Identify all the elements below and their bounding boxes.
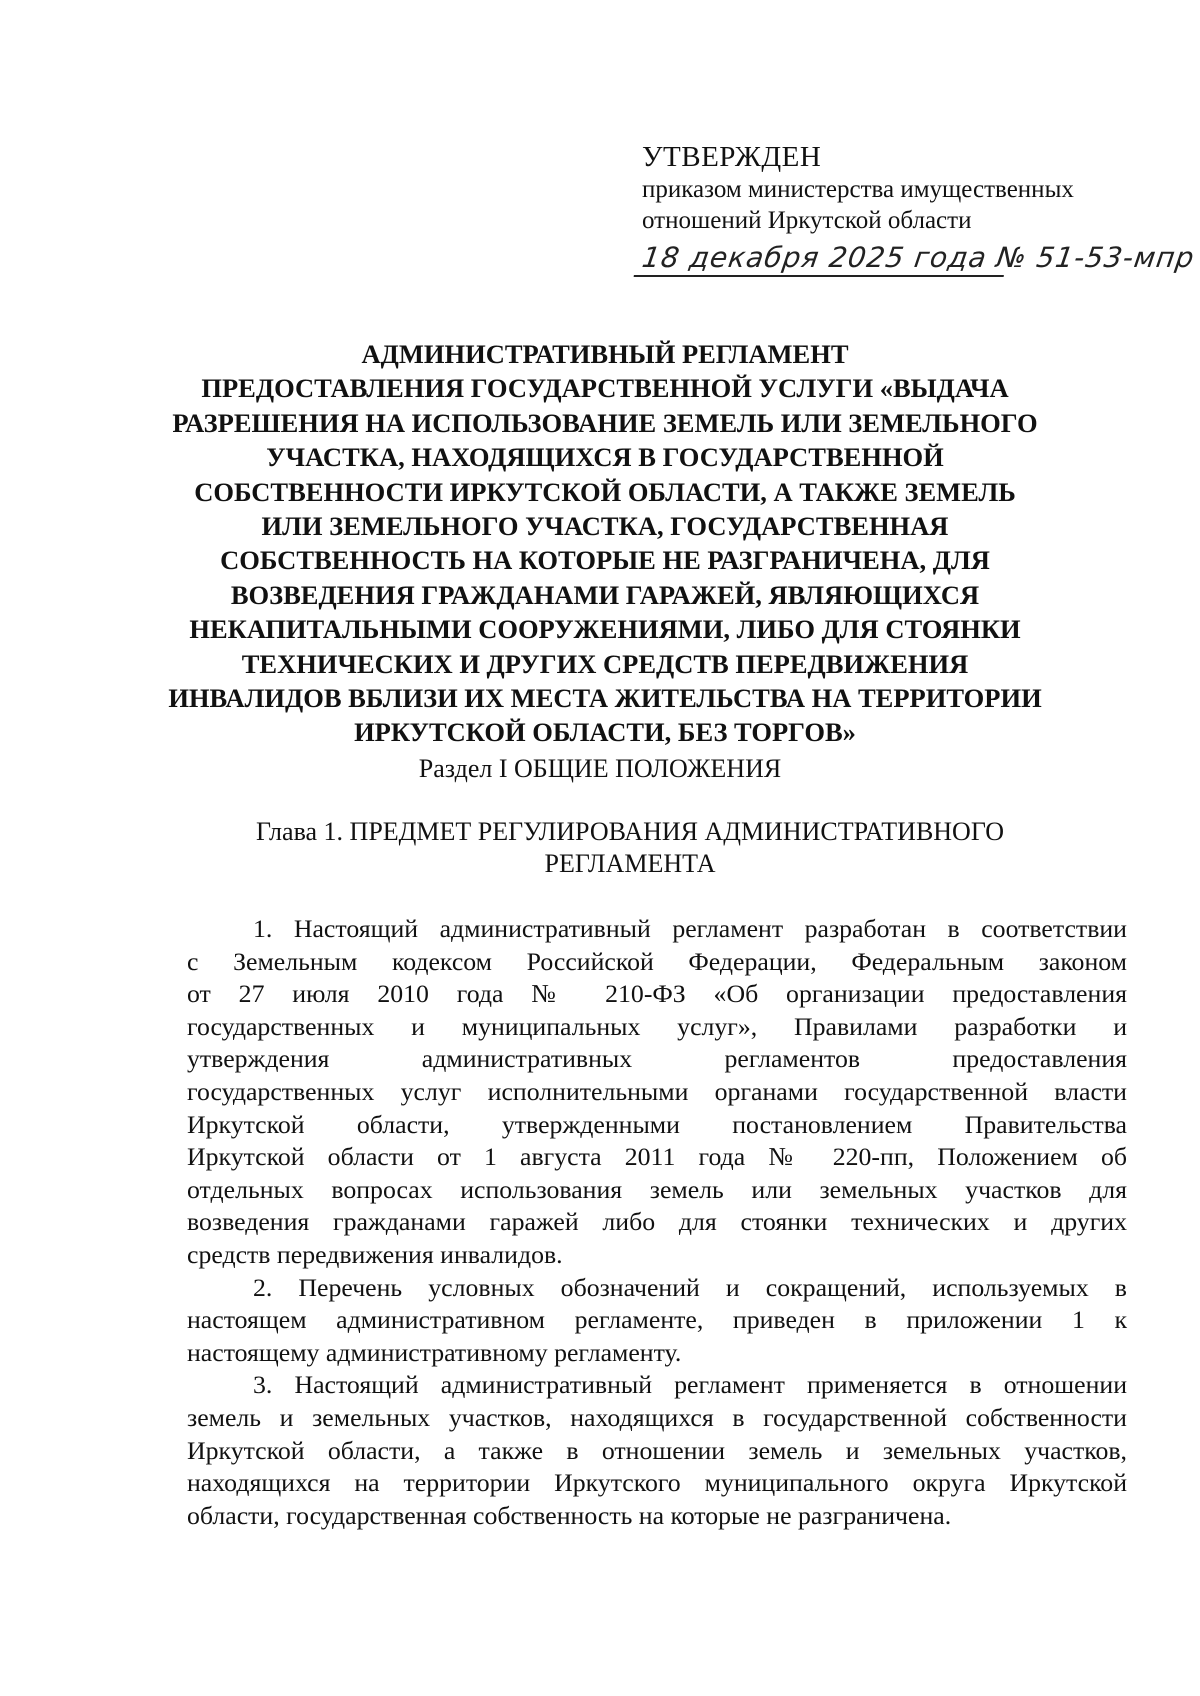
paragraph-line: утверждения административных регламентов предоставления [187,1044,1127,1074]
section-heading: Раздел I ОБЩИЕ ПОЛОЖЕНИЯ [418,754,782,783]
paragraph-line: 1. Настоящий административный регламент разработан в соответствии [253,914,1127,943]
body-text [187,913,1127,1532]
title-line: НЕКАПИТАЛЬНЫМИ СООРУЖЕНИЯМИ, ЛИБО ДЛЯ СТОЯНКИ [189,614,1021,645]
chapter-heading-line-2: РЕГЛАМЕНТА [544,849,716,878]
chapter-heading [200,816,1060,880]
paragraph-line: средств передвижения инвалидов. [187,1239,563,1269]
paragraph-line: государственных услуг исполнительными органами государственной власти [187,1076,1127,1106]
handwritten-signature-date [639,238,1200,282]
paragraph-3 [187,1369,1127,1532]
paragraph-line: Иркутской области, а также в отношении земель и земельных участков, [187,1435,1127,1465]
paragraph-line: области, государственная собственность на которые не разграничена. [187,1500,952,1530]
paragraph-2 [187,1272,1127,1370]
chapter-heading-line-1: Глава 1. ПРЕДМЕТ РЕГУЛИРОВАНИЯ АДМИНИСТРАТИВНОГО [255,817,1004,846]
title-line: АДМИНИСТРАТИВНЫЙ РЕГЛАМЕНТ [361,339,849,369]
title-line: УЧАСТКА, НАХОДЯЩИХСЯ В ГОСУДАРСТВЕННОЙ [266,442,944,473]
signature-underline [634,275,1004,277]
title-line: РАЗРЕШЕНИЯ НА ИСПОЛЬЗОВАНИЕ ЗЕМЕЛЬ ИЛИ ЗЕМЕЛЬНОГО [172,407,1038,438]
paragraph-line: находящихся на территории Иркутского муниципального округа Иркутской [187,1468,1127,1498]
paragraph-line: от 27 июля 2010 года № 210-ФЗ «Об организации предоставления [187,979,1127,1009]
title-line: СОБСТВЕННОСТЬ НА КОТОРЫЕ НЕ РАЗГРАНИЧЕНА, ДЛЯ [220,545,990,576]
paragraph-line: 3. Настоящий административный регламент применяется в отношении [253,1370,1127,1400]
paragraph-line: государственных и муниципальных услуг», Правилами разработки и [187,1011,1127,1041]
title-line: ВОЗВЕДЕНИЯ ГРАЖДАНАМИ ГАРАЖЕЙ, ЯВЛЯЮЩИХСЯ [230,579,980,610]
paragraph-line: Иркутской области, утвержденными постановлением Правительства [187,1109,1127,1139]
approval-line-2: отношений Иркутской области [642,207,972,234]
title-line: ИНВАЛИДОВ ВБЛИЗИ ИХ МЕСТА ЖИТЕЛЬСТВА НА ТЕРРИТОРИИ [168,683,1042,714]
paragraph-1 [187,913,1127,1272]
document-title [150,337,1060,750]
title-line: ПРЕДОСТАВЛЕНИЯ ГОСУДАРСТВЕННОЙ УСЛУГИ «ВЫДАЧА [201,373,1009,404]
paragraph-line: настоящем административном регламенте, приведен в приложении 1 к [187,1305,1127,1335]
title-line: ТЕХНИЧЕСКИХ И ДРУГИХ СРЕДСТВ ПЕРЕДВИЖЕНИЯ [241,648,969,679]
approval-block [642,140,1200,282]
approval-line-1: приказом министерства имущественных [642,176,1074,203]
signature-text: 18 декабря 2025 года № 51-53-мпр [640,241,1197,274]
paragraph-line: с Земельным кодексом Российской Федерации, Федеральным законом [187,946,1127,976]
paragraph-line: возведения гражданами гаражей либо для стоянки технических и других [187,1207,1127,1237]
paragraph-line: отдельных вопросах использования земель или земельных участков для [187,1174,1127,1204]
title-line: ИРКУТСКОЙ ОБЛАСТИ, БЕЗ ТОРГОВ» [354,717,856,748]
approval-heading: УТВЕРЖДЕН [642,141,822,173]
title-line: ИЛИ ЗЕМЕЛЬНОГО УЧАСТКА, ГОСУДАРСТВЕННАЯ [261,511,949,542]
paragraph-line: Иркутской области от 1 августа 2011 года № 220-пп, Положением об [187,1142,1127,1172]
paragraph-line: настоящему административному регламенту. [187,1337,682,1367]
paragraph-line: земель и земельных участков, находящихся в государственной собственности [187,1402,1127,1432]
title-line: СОБСТВЕННОСТИ ИРКУТСКОЙ ОБЛАСТИ, А ТАКЖЕ ЗЕМЕЛЬ [194,476,1016,507]
paragraph-line: 2. Перечень условных обозначений и сокращений, используемых в [253,1272,1127,1302]
